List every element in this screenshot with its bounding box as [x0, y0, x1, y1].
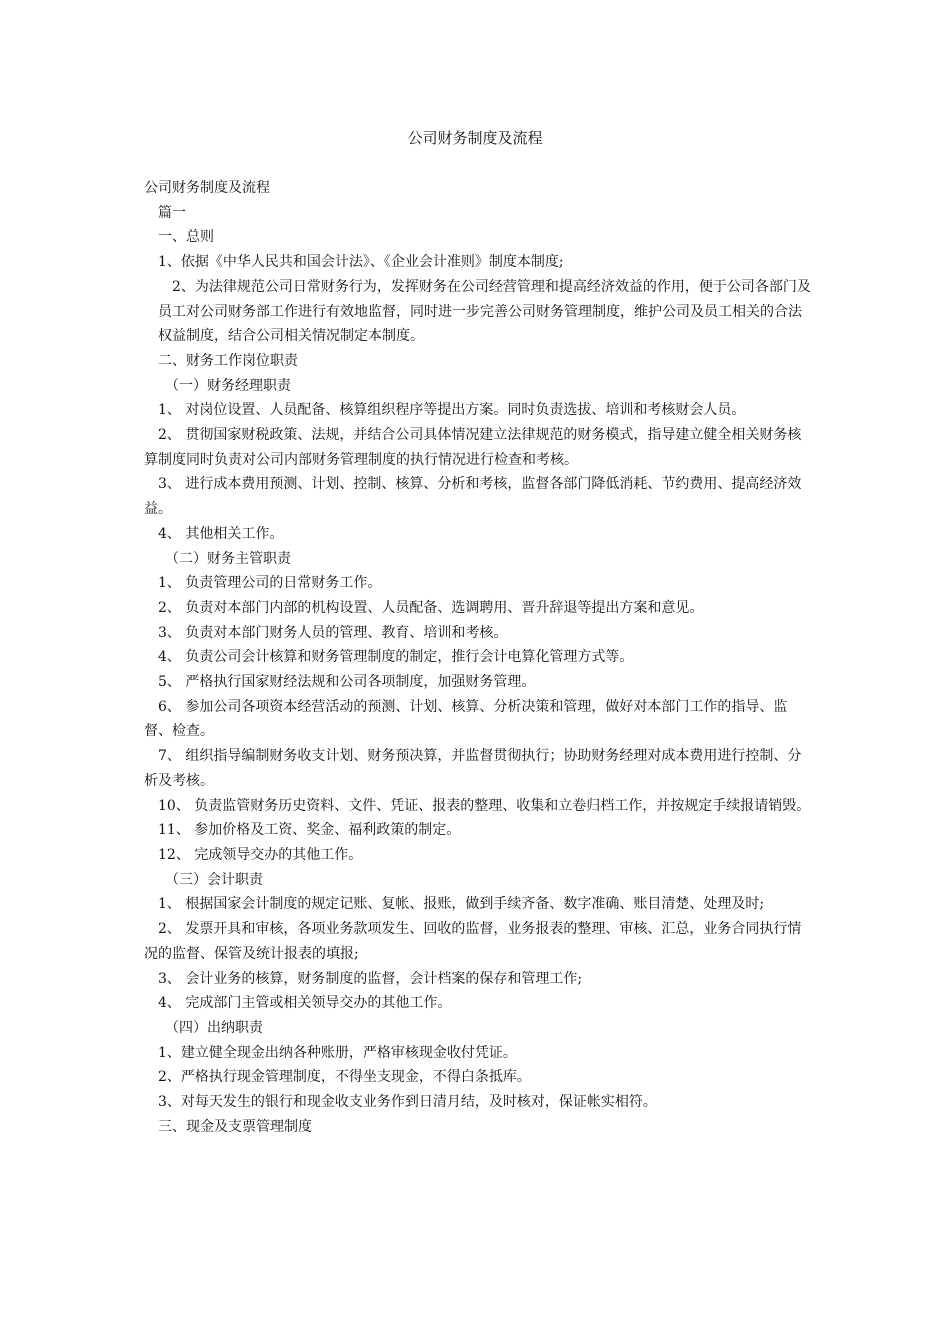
- doc-paragraph: 1、 根据国家会计制度的规定记账、复帐、报账，做到手续齐备、数字准确、账目清楚、处理及时;: [158, 896, 765, 913]
- doc-paragraph: 1、建立健全现金出纳各种账册，严格审核现金收付凭证。: [158, 1044, 517, 1061]
- doc-paragraph: 3、 进行成本费用预测、计划、控制、核算、分析和考核，监督各部门降低消耗、节约费用、提高经济效益。: [144, 476, 802, 518]
- doc-paragraph: 2、 负责对本部门内部的机构设置、人员配备、选调聘用、晋升辞退等提出方案和意见。: [158, 599, 704, 616]
- doc-paragraph: 1、 对岗位设置、人员配备、核算组织程序等提出方案。同时负责选拔、培训和考核财会人员。: [158, 402, 746, 419]
- doc-paragraph: 1、依据《中华人民共和国会计法》、《企业会计准则》制度本制度;: [158, 254, 564, 271]
- doc-paragraph: 3、 负责对本部门财务人员的管理、教育、培训和考核。: [158, 624, 508, 641]
- subsection-heading: （二）财务主管职责: [165, 550, 291, 567]
- document-title: 公司财务制度及流程: [407, 129, 543, 147]
- doc-paragraph: 3、 会计业务的核算，财务制度的监督，会计档案的保存和管理工作;: [158, 970, 583, 987]
- subsection-heading: （一）财务经理职责: [165, 377, 291, 394]
- doc-paragraph: 12、 完成领导交办的其他工作。: [158, 846, 363, 863]
- document-body: [144, 176, 812, 1139]
- doc-paragraph: 1、 负责管理公司的日常财务工作。: [158, 575, 382, 592]
- doc-paragraph: 6、 参加公司各项资本经营活动的预测、计划、核算、分析决策和管理，做好对本部门工作的指导、监督、检查。: [144, 698, 788, 740]
- section-heading: 二、财务工作岗位职责: [158, 352, 298, 369]
- doc-heading: 公司财务制度及流程: [144, 180, 270, 196]
- doc-paragraph: 4、 负责公司会计核算和财务管理制度的制定，推行会计电算化管理方式等。: [158, 649, 634, 666]
- doc-paragraph: 5、 严格执行国家财经法规和公司各项制度，加强财务管理。: [158, 674, 536, 691]
- subsection-heading: （四）出纳职责: [165, 1019, 263, 1036]
- doc-paragraph: 10、 负责监管财务历史资料、文件、凭证、报表的整理、收集和立卷归档工作，并按规定手续报请销毁。: [158, 797, 811, 814]
- doc-paragraph: 2、 贯彻国家财税政策、法规，并结合公司具体情况建立法律规范的财务模式，指导建立健全相关财务核算制度同时负责对公司内部财务管理制度的执行情况进行检查和考核。: [144, 427, 802, 468]
- doc-paragraph: 3、对每天发生的银行和现金收支业务作到日清月结，及时核对，保证帐实相符。: [158, 1094, 657, 1111]
- doc-paragraph: 2、为法律规范公司日常财务行为，发挥财务在公司经营管理和提高经济效益的作用，便于公司各部门及员工对公司财务部工作进行有效地监督，同时进一步完善公司财务管理制度，维护公司及员工相关的合法权益制度，结合公司相关情况制定本制度。: [158, 278, 811, 345]
- doc-paragraph: 11、 参加价格及工资、奖金、福利政策的制定。: [158, 822, 461, 839]
- doc-paragraph: 2、严格执行现金管理制度，不得坐支现金，不得白条抵库。: [158, 1069, 531, 1086]
- doc-paragraph: 2、 发票开具和审核，各项业务款项发生、回收的监督，业务报表的整理、审核、汇总，业务合同执行情况的监督、保管及统计报表的填报;: [144, 921, 802, 962]
- doc-paragraph: 4、 完成部门主管或相关领导交办的其他工作。: [158, 995, 452, 1012]
- doc-paragraph: 4、 其他相关工作。: [158, 525, 284, 542]
- doc-paragraph: 7、 组织指导编制财务收支计划、财务预决算，并监督贯彻执行；协助财务经理对成本费用进行控制、分析及考核。: [144, 748, 802, 789]
- doc-paragraph: 篇一: [158, 204, 186, 221]
- subsection-heading: （三）会计职责: [165, 871, 263, 888]
- section-heading: 一、总则: [158, 229, 214, 246]
- section-heading: 三、现金及支票管理制度: [158, 1118, 312, 1135]
